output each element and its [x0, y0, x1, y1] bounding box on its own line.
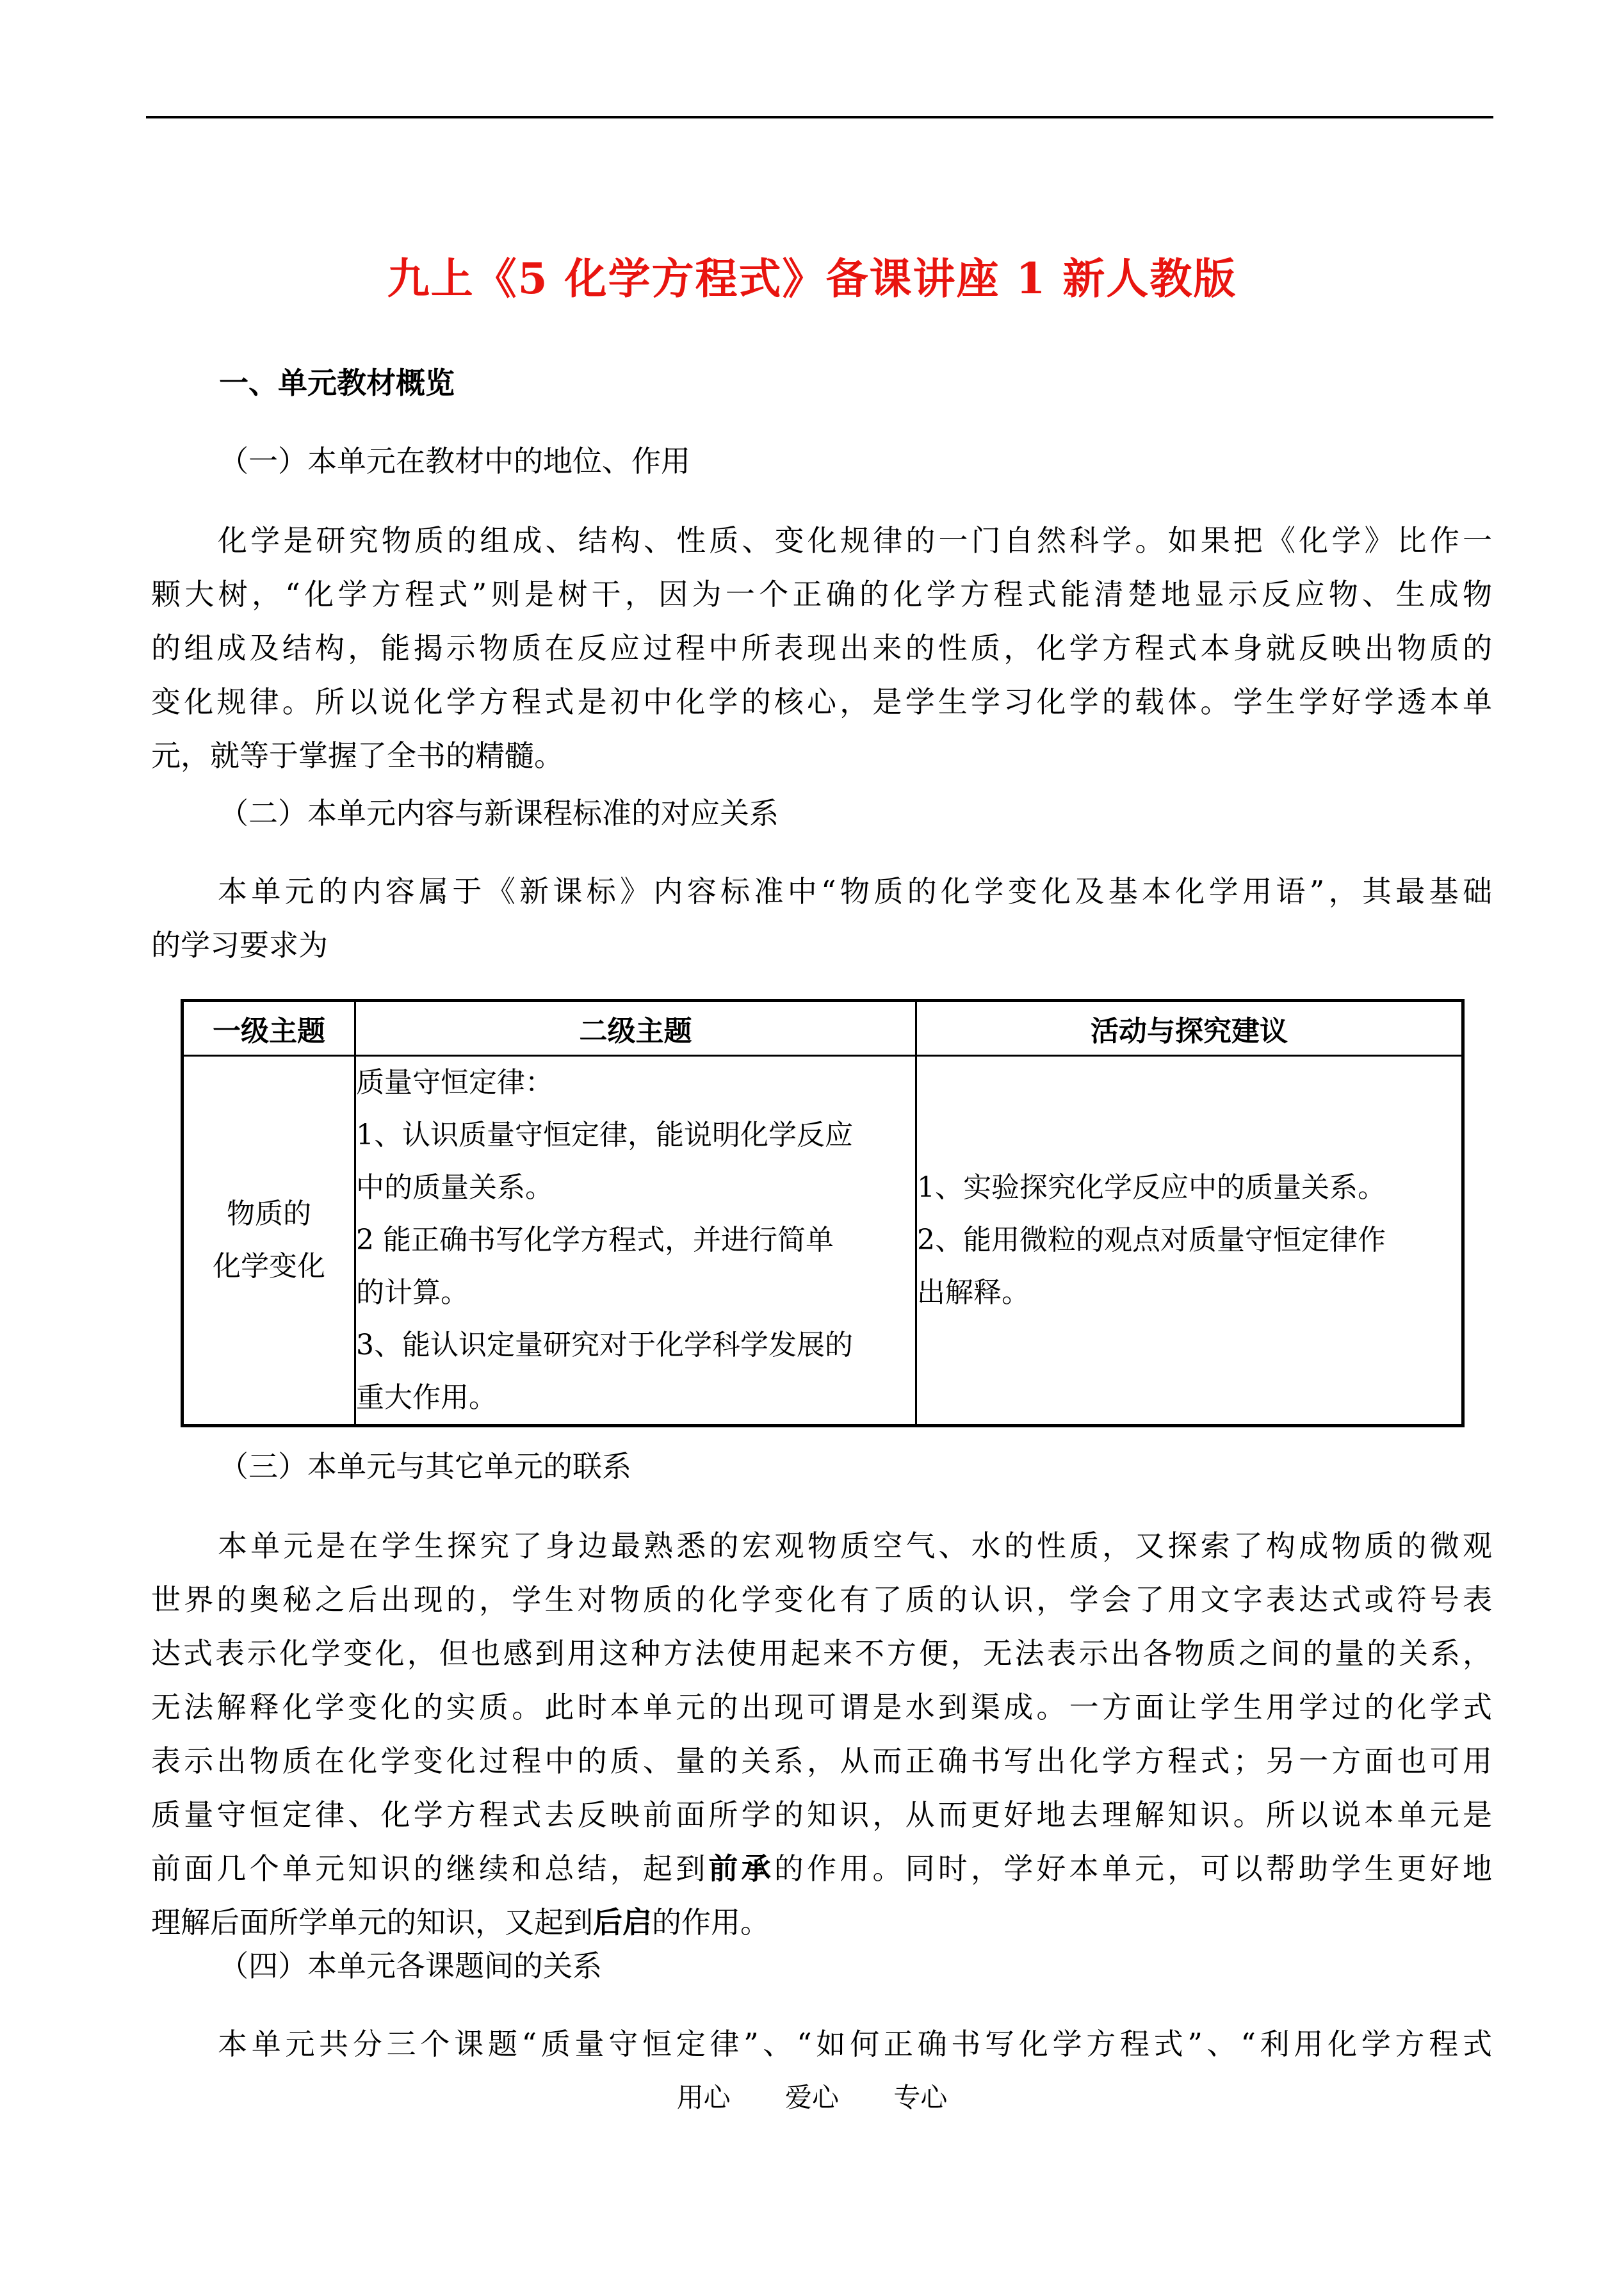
text-run: 的作用。: [652, 1905, 770, 1940]
page-footer: [0, 2079, 1624, 2117]
paragraph-line: 表示出物质在化学变化过程中的质、量的关系，从而正确书写出化学方程式；另一方面也可用: [151, 1744, 1492, 1778]
table-header-cell: 一级主题: [183, 1001, 355, 1056]
table-row: [183, 1056, 1463, 1426]
paragraph-line: 本单元的内容属于《新课标》内容标准中“物质的化学变化及基本化学用语”，其最基础: [218, 874, 1492, 909]
paragraph-line: 达式表示化学变化，但也感到用这种方法使用起来不方便，无法表示出各物质之间的量的关系，: [151, 1636, 1492, 1671]
cell-line: 3、能认识定量研究对于化学科学发展的: [356, 1329, 853, 1361]
cell-line: 质量守恒定律：: [356, 1066, 553, 1099]
paragraph-line: 本单元共分三个课题“质量守恒定律”、“如何正确书写化学方程式”、“利用化学方程式: [218, 2027, 1492, 2061]
table-cell-activities: [916, 1056, 1463, 1426]
subsection-heading-2: （二）本单元内容与新课程标准的对应关系: [219, 796, 779, 831]
footer-text: 用心: [676, 2082, 731, 2113]
paragraph-standards: [151, 864, 1492, 972]
table-header-cell: 活动与探究建议: [916, 1001, 1463, 1056]
paragraph-role: [151, 514, 1492, 783]
paragraph-line: 化学是研究物质的组成、结构、性质、变化规律的一门自然科学。如果把《化学》比作一: [218, 523, 1492, 558]
table-cell-topic: [183, 1056, 355, 1426]
subsection-heading-1: （一）本单元在教材中的地位、作用: [219, 444, 690, 478]
cell-line: 的计算。: [356, 1276, 469, 1309]
cell-line: 2 能正确书写化学方程式，并进行简单: [356, 1224, 834, 1256]
paragraph-line: 质量守恒定律、化学方程式去反映前面所学的知识，从而更好地去理解知识。所以说本单元是: [151, 1797, 1492, 1832]
cell-line: 物质的: [227, 1197, 311, 1230]
section-heading: 一、单元教材概览: [219, 366, 455, 400]
paragraph-line: 的组成及结构，能揭示物质在反应过程中所表现出来的性质，化学方程式本身就反映出物质的: [151, 631, 1492, 665]
cell-line: 2、能用微粒的观点对质量守恒定律作: [917, 1224, 1386, 1256]
footer-text: 爱心: [784, 2082, 839, 2113]
bold-term: 后启: [593, 1905, 652, 1940]
cell-line: 1、实验探究化学反应中的质量关系。: [917, 1171, 1386, 1204]
paragraph-line: 元，就等于掌握了全书的精髓。: [151, 738, 564, 773]
paragraph-line: 的学习要求为: [151, 928, 328, 962]
footer-text: 专心: [893, 2082, 948, 2113]
paragraph-line: 颗大树，“化学方程式”则是树干，因为一个正确的化学方程式能清楚地显示反应物、生成物: [151, 577, 1492, 612]
paragraph-line: 本单元是在学生探究了身边最熟悉的宏观物质空气、水的性质，又探索了构成物质的微观: [218, 1529, 1492, 1563]
text-run: 理解后面所学单元的知识，又起到: [151, 1905, 593, 1940]
cell-line: 重大作用。: [356, 1381, 497, 1414]
paragraph-line: 无法解释化学变化的实质。此时本单元的出现可谓是水到渠成。一方面让学生用学过的化学式: [151, 1690, 1492, 1724]
cell-line: 1、认识质量守恒定律，能说明化学反应: [356, 1119, 853, 1151]
table-cell-subtopic: [355, 1056, 916, 1426]
paragraph-line: [151, 1842, 1492, 1895]
text-run: 前面几个单元知识的继续和总结，起到: [151, 1851, 709, 1886]
text-run: 的作用。同时，学好本单元，可以帮助学生更好地: [774, 1851, 1492, 1886]
subsection-heading-4: （四）本单元各课题间的关系: [219, 1949, 602, 1983]
header-rule: [146, 116, 1493, 118]
curriculum-table: [181, 999, 1465, 1427]
bold-term: 前承: [708, 1851, 774, 1886]
paragraph-line: 世界的奥秘之后出现的，学生对物质的化学变化有了质的认识，学会了用文字表达式或符号表: [151, 1582, 1492, 1617]
cell-line: 出解释。: [917, 1276, 1030, 1309]
table-header-row: [183, 1001, 1463, 1056]
cell-line: 化学变化: [213, 1250, 325, 1283]
paragraph-connections: [151, 1519, 1492, 1949]
document-title: 九上《5 化学方程式》备课讲座 1 新人教版: [387, 254, 1237, 304]
table-header-cell: 二级主题: [355, 1001, 916, 1056]
paragraph-line: 变化规律。所以说化学方程式是初中化学的核心，是学生学习化学的载体。学生学好学透本单: [151, 685, 1492, 719]
subsection-heading-3: （三）本单元与其它单元的联系: [219, 1449, 631, 1484]
cell-line: 中的质量关系。: [356, 1171, 553, 1204]
paragraph-lessons: [151, 2017, 1492, 2071]
